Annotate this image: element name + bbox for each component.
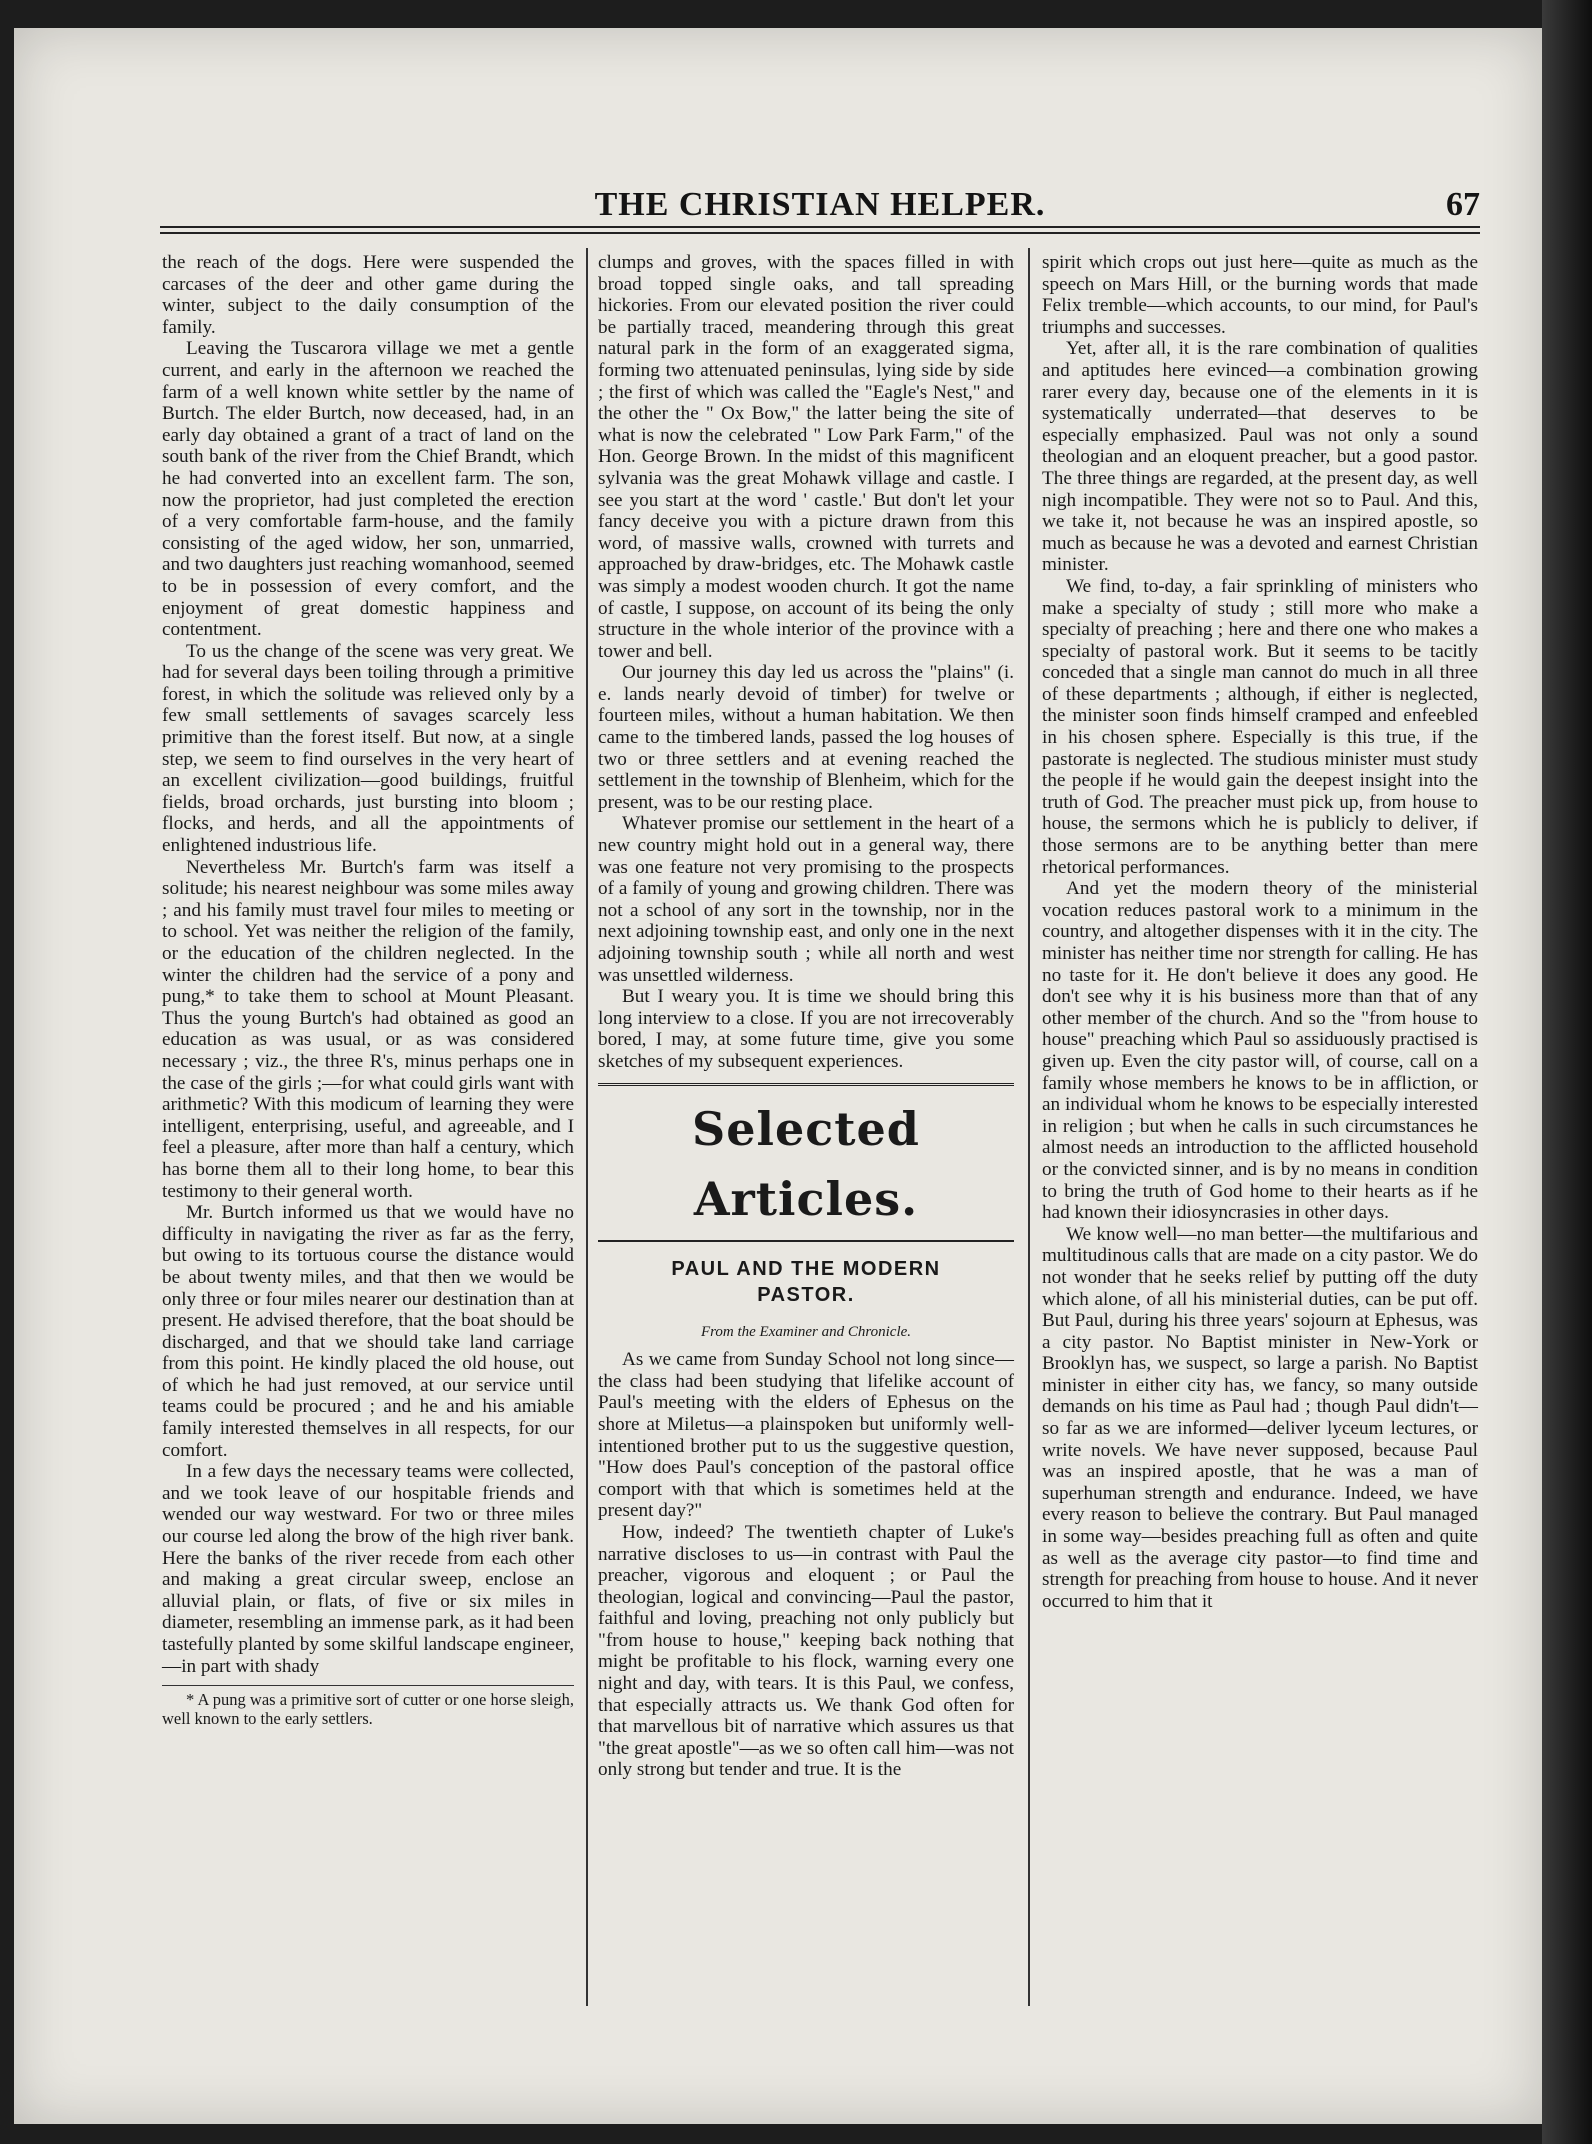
page-edge-shadow	[1542, 0, 1592, 2144]
paragraph: How, indeed? The twentieth chapter of Luke's narrative discloses to us—in contrast with Paul the preacher, vigorous and eloquent ; or Paul the theologian, logical and convincing—Paul the pastor, faithful and loving, preaching not only publicly but "from house to house," keeping back nothing that might be profitable to his flock, warning every one night and day, with tears. It is this Paul, we confess, that especially attracts us. We thank God often for that marvellous bit of narrative which assures us that "the great apostle"—as we so often call him—was not only strong but tender and true. It is the	[598, 1521, 1014, 1781]
paragraph: the reach of the dogs. Here were suspended the carcases of the deer and other game during the winter, subject to the daily consumption of the family.	[162, 252, 574, 338]
column-3	[1042, 252, 1478, 1612]
journal-title: THE CHRISTIAN HELPER.	[594, 186, 1046, 223]
article-title-line-2: PASTOR.	[757, 1283, 855, 1306]
paragraph: We find, to-day, a fair sprinkling of ministers who make a specialty of study ; still more who make a specialty of preaching ; here and there one who makes a specialty of pastoral work. But it seems to be tacitly conceded that a single man cannot do much in all three of these departments ; although, if either is neglected, the minister soon finds himself cramped and enfeebled in his chosen sphere. Especially is this true, if the pastorate is neglected. The studious minister must study the people if he would gain the deepest insight into the truth of God. The preacher must pick up, from house to house, the sermons which he is publicly to deliver, if those sermons are to be anything better than mere rhetorical performances.	[1042, 575, 1478, 878]
paragraph: Mr. Burtch informed us that we would have no difficulty in navigating the river as far as the ferry, but owing to its tortuous course the distance would be about twenty miles, and that then we would be only three or four miles nearer our destination than at present. He advised therefore, that the boat should be discharged, and that we should take land carriage from this point. He kindly placed the old house, out of which he had just removed, at our service until teams could be procured ; and he and his amiable family interested themselves in all respects, for our comfort.	[162, 1202, 574, 1461]
footnote-rule	[162, 1685, 574, 1686]
paragraph: Yet, after all, it is the rare combination of qualities and aptitudes here evinced—a combination growing rarer every day, because one of the elements in it is systematically underrated—that deserves to be especially emphasized. Paul was not only a sound theologian and an eloquent preacher, but a good pastor. The three things are regarded, at the present day, as well nigh incompatible. They were not so to Paul. And this, we take it, not because he was an inspired apostle, so much as because he was a devoted and earnest Christian minister.	[1042, 338, 1478, 576]
page-number: 67	[1446, 186, 1480, 223]
paragraph: spirit which crops out just here—quite as much as the speech on Mars Hill, or the burning words that made Felix tremble—which accounts, to our mind, for Paul's triumphs and successes.	[1042, 252, 1478, 338]
article-title-line-1: PAUL AND THE MODERN	[671, 1257, 941, 1280]
column-divider	[1028, 248, 1030, 2006]
paragraph: Leaving the Tuscarora village we met a gentle current, and early in the afternoon we reached the farm of a well known white settler by the name of Burtch. The elder Burtch, now deceased, had, in an early day obtained a grant of a tract of land on the south bank of the river from the Chief Brandt, which he had converted into an excellent farm. The son, now the proprietor, had just completed the erection of a very comfortable farm-house, and the family consisting of the aged widow, her son, unmarried, and two daughters just reaching womanhood, seemed to be in possession of every comfort, and the enjoyment of great domestic happiness and contentment.	[162, 338, 574, 641]
paragraph: In a few days the necessary teams were collected, and we took leave of our hospitable friends and wended our way westward. For two or three miles our course led along the brow of the high river bank. Here the banks of the river recede from each other and making a great circular sweep, enclose an alluvial plain, or flats, of five or six miles in diameter, resembling an immense park, as it had been tastefully planted by some skilful landscape engineer,—in part with shady	[162, 1461, 574, 1677]
paragraph: We know well—no man better—the multifarious and multitudinous calls that are made on a city pastor. We do not wonder that he seeks relief by putting off the duty which alone, of all his ministerial duties, can be put off. But Paul, during his three years' sojourn at Ephesus, was a city pastor. No Baptist minister in New-York or Brooklyn has, we suspect, so large a parish. No Baptist minister in either city has, we fancy, so many outside demands on his time as Paul had ; though Paul didn't—so far as we are informed—deliver lyceum lectures, or write novels. We have never supposed, because Paul was an inspired apostle, that he was a man of superhuman strength and endurance. Indeed, we have every reason to believe the contrary. But Paul managed in some way—besides preaching full as often and quite as well as the average city pastor—to find time and strength for preaching from house to house. And it never occurred to him that it	[1042, 1223, 1478, 1612]
section-rule	[598, 1083, 1014, 1086]
paragraph: To us the change of the scene was very great. We had for several days been toiling through a primitive forest, in which the solitude was relieved only by a few small settlements of savages scarcely less primitive than the forest itself. But now, at a single step, we seem to find ourselves in the very heart of an excellent civilization—good buildings, fruitful fields, broad orchards, just bursting into bloom ; flocks, and herds, and all the appointments of enlightened industrious life.	[162, 640, 574, 857]
paragraph: Nevertheless Mr. Burtch's farm was itself a solitude; his nearest neighbour was some miles away ; and his family must travel four miles to meeting or to school. Yet was neither the religion of the family, or the education of the children neglected. In the winter the children had the service of a pony and pung,* to take them to school at Mount Pleasant. Thus the young Burtch's had obtained as good an education as was usual, or as was considered necessary ; viz., the three R's, minus perhaps one in the case of the girls ;—for what could girls want with arithmetic? With this modicum of learning they were intelligent, enterprising, useful, and agreeable, and I feel a pleasure, after more than half a century, which has borne them all to their long home, to bear this testimony to their general worth.	[162, 856, 574, 1202]
paragraph: clumps and groves, with the spaces filled in with broad topped single oaks, and tall spreading hickories. From our elevated position the river could be partially traced, meandering through this great natural park in the form of an exaggerated sigma, forming two attenuated peninsulas, lying side by side ; the first of which was called the "Eagle's Nest," and the other the " Ox Bow," the latter being the site of what is now the celebrated " Low Park Farm," of the Hon. George Brown. In the midst of this magnificent sylvania was the great Mohawk village and castle. I see you start at the word ' castle.' But don't let your fancy deceive you with a picture drawn from this word, of massive walls, crowned with turrets and approached by draw-bridges, etc. The Mohawk castle was simply a modest wooden church. It got the name of castle, I suppose, on account of its being the only structure in the whole interior of the province with a tower and bell.	[598, 252, 1014, 662]
paragraph: And yet the modern theory of the ministerial vocation reduces pastoral work to a minimum in the country, and altogether dispenses with it in the city. The minister has neither time nor strength for calling. He has no taste for it. He don't believe it does any good. He don't see why it is his business more than that of any other member of the church. And so the "from house to house" preaching which Paul so assiduously practised is given up. Even the city pastor will, of course, call on a family whose members he knows to be in affliction, or an individual whom he knows to be especially interested in religion ; but when he calls in such circumstances he almost needs an introduction to the afflicted household or the convicted sinner, and is by no means in condition to bring the truth of God home to their hearts as if he had known their idiosyncrasies in other days.	[1042, 878, 1478, 1224]
header-rule-top	[160, 226, 1480, 228]
page-header	[160, 178, 1480, 238]
section-heading: Selected Articles.	[692, 1101, 920, 1226]
footnote: * A pung was a primitive sort of cutter or one horse sleigh, well known to the early settlers.	[162, 1690, 574, 1729]
header-rule-bottom	[160, 232, 1480, 234]
column-2	[598, 252, 1014, 1781]
paragraph: Whatever promise our settlement in the heart of a new country might hold out in a general way, there was one feature not very promising to the prospects of a family of young and growing children. There was not a school of any sort in the township, nor in the next adjoining township east, and only one in the next adjoining township south ; while all north and west was unsettled wilderness.	[598, 813, 1014, 986]
paragraph: As we came from Sunday School not long since—the class had been studying that lifelike account of Paul's meeting with the elders of Ephesus on the shore at Miletus—a plainspoken but uniformly well-intentioned brother put to us the suggestive question, "How does Paul's conception of the pastoral office comport with that which is sometimes held at the present day?"	[598, 1349, 1014, 1522]
article-title	[598, 1256, 1014, 1308]
paragraph: But I weary you. It is time we should bring this long interview to a close. If you are not irrecoverably bored, I may, at some future time, give you some sketches of my subsequent experiences.	[598, 986, 1014, 1072]
column-divider	[586, 248, 588, 2006]
heading-rule	[598, 1240, 1014, 1242]
article-source: From the Examiner and Chronicle.	[700, 1323, 912, 1340]
paragraph: Our journey this day led us across the "plains" (i. e. lands nearly devoid of timber) for twelve or fourteen miles, without a human habitation. We then came to the timbered lands, passed the log houses of two or three settlers and at evening reached the settlement in the township of Blenheim, which for the present, was to be our resting place.	[598, 662, 1014, 813]
column-1	[162, 252, 574, 1728]
